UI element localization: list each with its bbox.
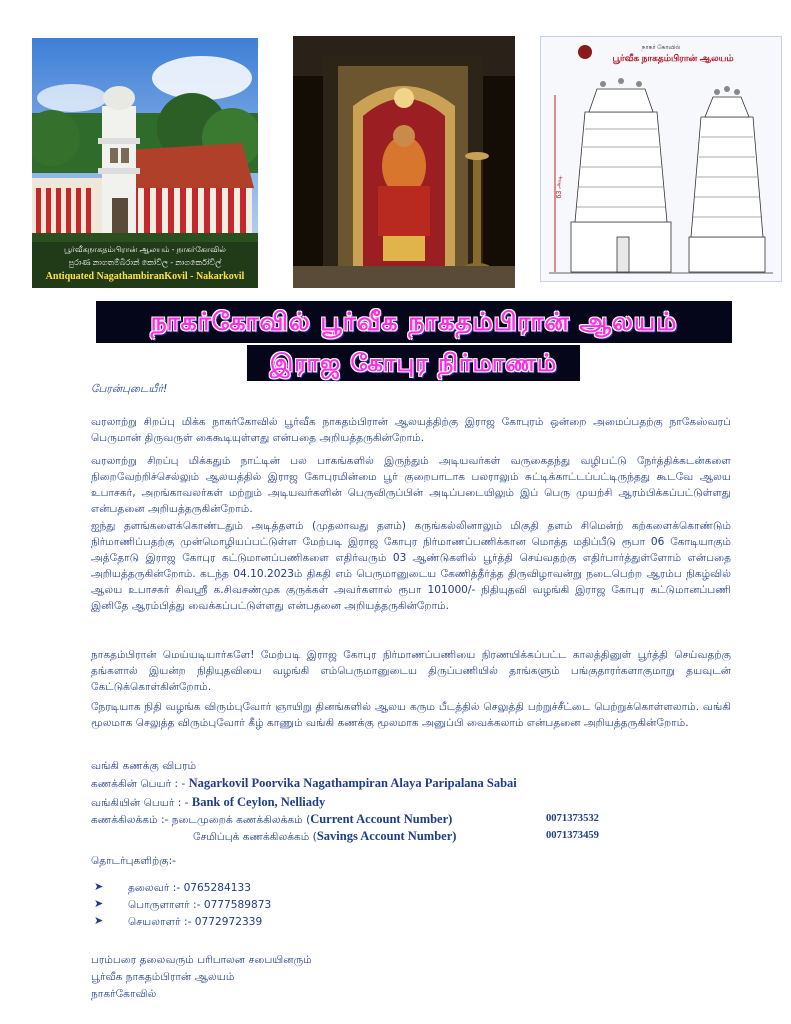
temple-exterior-photo — [32, 38, 258, 288]
contact-phone: 0777589873 — [203, 899, 272, 911]
contact-treasurer — [128, 897, 271, 913]
current-account-label-en: Current Account Number) — [310, 812, 453, 826]
savings-account-row — [193, 828, 456, 845]
paragraph-intro: வரலாற்று சிறப்பு மிக்க நாகர்கோவில் பூர்வீக நாகதம்பிரான் ஆலயத்திற்கு இராஜ கோபுரம் ஒன்றை அமைப்பதற்கு நாகேஸ்வரப் பெருமான் திருவருள் கைகூடியுள்ளது என்பதை அறியத்தருகின்றோம். — [91, 416, 731, 444]
photo-caption-sinhala: පුරාණ නාගතම්බිරාන් කෝවිල - නාගර්කෝවිල් — [68, 258, 222, 267]
paragraph-background: வரலாற்று சிறப்பு மிக்கதும் நாட்டின் பல பாகங்களில் இருந்தும் அடியவர்கள் வருகைதந்து வழிபட்டு நேர்த்திக்கடன்களை நிறைவேற்றிச்செல்லும் ஆலயத்தில் இராஜ கோபுரமின்மை பூர் குறைபாடாக பலராலும் சுட்டிக்காட்டப்பட்டிருந்தது கூடவே ஆலய உபாசகர், அறங்காவலர்கள் மற்றும் அடியவர்களின் பெருவிருப்பின் அடிப்படையிலும் இப் பெரு முயற்சி ஆரம்பிக்கப்பட்டுள்ளது என்பதனை அறியத்தருகின்றோம். — [91, 455, 731, 515]
signature-line-3: நாகர்கோவில் — [91, 988, 157, 1000]
temple-exterior-illustration — [32, 38, 258, 288]
signature-line-1: பரம்பரை தலைவரும் பரிபாலன சபையினரும் — [91, 954, 312, 966]
plan-header-small: நாகர் கோவில் — [641, 45, 681, 51]
current-account-number: 0071373532 — [546, 813, 599, 824]
bank-name-value: Bank of Ceylon, Nelliady — [191, 795, 326, 809]
paragraph-payment-info: நேரடியாக நிதி வழங்க விரும்புவோர் ஞாயிறு தினங்களில் ஆலய கரும பீடத்தில் செலுத்தி பற்றுச்சீட்டை பெற்றுக்கொள்ளலாம். வங்கி மூலமாக செலுத்த விரும்புவோர் கீழ் காணும் வங்கி கணக்கு மூலமாக அனுப்பி வைக்கலாம் என்பதனை அறியத்தருகின்றோம். — [91, 701, 731, 729]
savings-account-label-en: Savings Account Number) — [316, 829, 457, 843]
account-name-label: கணக்கின் பெயர் : - — [91, 778, 186, 790]
bank-name-row — [91, 794, 325, 811]
bank-name-label: வங்கியின் பெயர் : - — [91, 797, 189, 809]
photo-caption-english: Antiquated NagathambiranKovil - Nakarkovil — [45, 271, 245, 282]
account-name-row — [91, 775, 517, 792]
contact-separator: :- — [172, 882, 181, 894]
signature-line-2: பூர்வீக நாகதம்பிரான் ஆலயம் — [91, 971, 235, 983]
bullet-arrow-icon: ➤ — [94, 897, 104, 910]
banner-temple-name: நாகர்கோவில் பூர்வீக நாகதம்பிரான் ஆலயம் — [96, 301, 732, 343]
plan-height-label: 63 அடி — [556, 175, 563, 199]
deity-shrine-illustration — [293, 36, 515, 288]
banner-gopuram-construction: இராஜ கோபுர நிர்மாணம் — [247, 345, 580, 381]
account-number-label: கணக்கிலக்கம் :- — [91, 814, 169, 826]
temple-logo-icon — [578, 45, 592, 59]
contact-phone: 0765284133 — [183, 882, 251, 894]
savings-account-number: 0071373459 — [546, 830, 599, 841]
contact-separator: :- — [193, 899, 201, 911]
bullet-arrow-icon: ➤ — [94, 914, 104, 927]
salutation: பேரன்புடையீர்! — [91, 383, 168, 395]
current-account-label-ta: நடைமுறைக் கணக்கிலக்கம் ( — [171, 814, 311, 826]
bank-heading: வங்கி கணக்கு விபரம் — [91, 760, 197, 772]
contact-role: செயலாளர் — [128, 916, 181, 928]
contact-role: பொருளாளர் — [128, 899, 190, 911]
paragraph-plan-details: ஐந்து தளங்களைக்கொண்டதும் அடித்தளம் (முதலாவது தளம்) கருங்கல்லினாலும் மிகுதி தளம் சிமென்ற் கற்களைக்கொண்டும் நிர்மாணிப்பதற்கு முன்மொழியப்பட்டுள்ள மேற்படி இராஜ கோபுர நிர்மாணப்பணிக்கான மொத்த மதிப்பீடு ரூபா 06 கோடியாகும் அத்தோடு இராஜ கோபுர கட்டுமானப்பணிகளை எதிர்வரும் 03 ஆண்டுகளில் பூர்த்தி செய்வதற்கு எதிர்பார்த்துள்ளோம் என்பதை அறியத்தருகின்றோம். கடந்த 04.10.2023ம் திகதி எம் பெருமானுடைய கேணித்தீர்த்த திருவிழாவன்று நடைபெற்ற ஆரம்ப நிகழ்வில் ஆலய உபாசகர் சிவஸ்ரீ க.சிவசண்முக குருக்கள் அவர்களால் ரூபா 101000/- நிதியுதவி வழங்கி இராஜ கோபுர கட்டுமானப்பணி இனிதே ஆரம்பித்து வைக்கப்பட்டுள்ளது என்பதனை அறியத்தருகின்றோம். — [91, 520, 731, 612]
contacts-heading: தொடர்புகளிற்கு:- — [91, 855, 176, 867]
gopuram-plan-drawing — [540, 36, 782, 282]
savings-account-label-ta: சேமிப்புக் கணக்கிலக்கம் ( — [193, 831, 317, 843]
account-name-value: Nagarkovil Poorvika Nagathampiran Alaya Paripalana Sabai — [188, 776, 517, 790]
contact-secretary — [128, 914, 262, 930]
contact-role: தலைவர் — [128, 882, 170, 894]
contact-separator: :- — [184, 916, 192, 928]
paragraph-appeal: நாகதம்பிரான் மெய்யடியார்களே! மேற்படி இராஜ கோபுர நிர்மாணப்பணியை நிரணயிக்கப்பட்ட காலத்தினுள் பூர்த்தி செய்வதற்கு தங்களால் இயன்ற நிதியுதவியை வழங்கி எம்பெருமானுடைய திருப்பணியில் தாங்களும் பங்குதாரர்களாகுமாறு தயவுடன் கேட்டுக்கொள்கின்றோம். — [91, 649, 731, 693]
deity-shrine-photo — [293, 36, 515, 288]
gopuram-elevation-illustration — [541, 37, 781, 281]
photo-caption-tamil: பூர்வீகநாகதம்பிரான் ஆலயம் - நாகர்கோவில் — [64, 245, 226, 254]
contact-phone: 0772972339 — [194, 916, 263, 928]
bullet-arrow-icon: ➤ — [94, 880, 104, 893]
current-account-row — [91, 811, 452, 828]
contact-chairman — [128, 880, 251, 896]
plan-header: பூர்வீக நாகதம்பிரான் ஆலயம் — [612, 53, 734, 63]
